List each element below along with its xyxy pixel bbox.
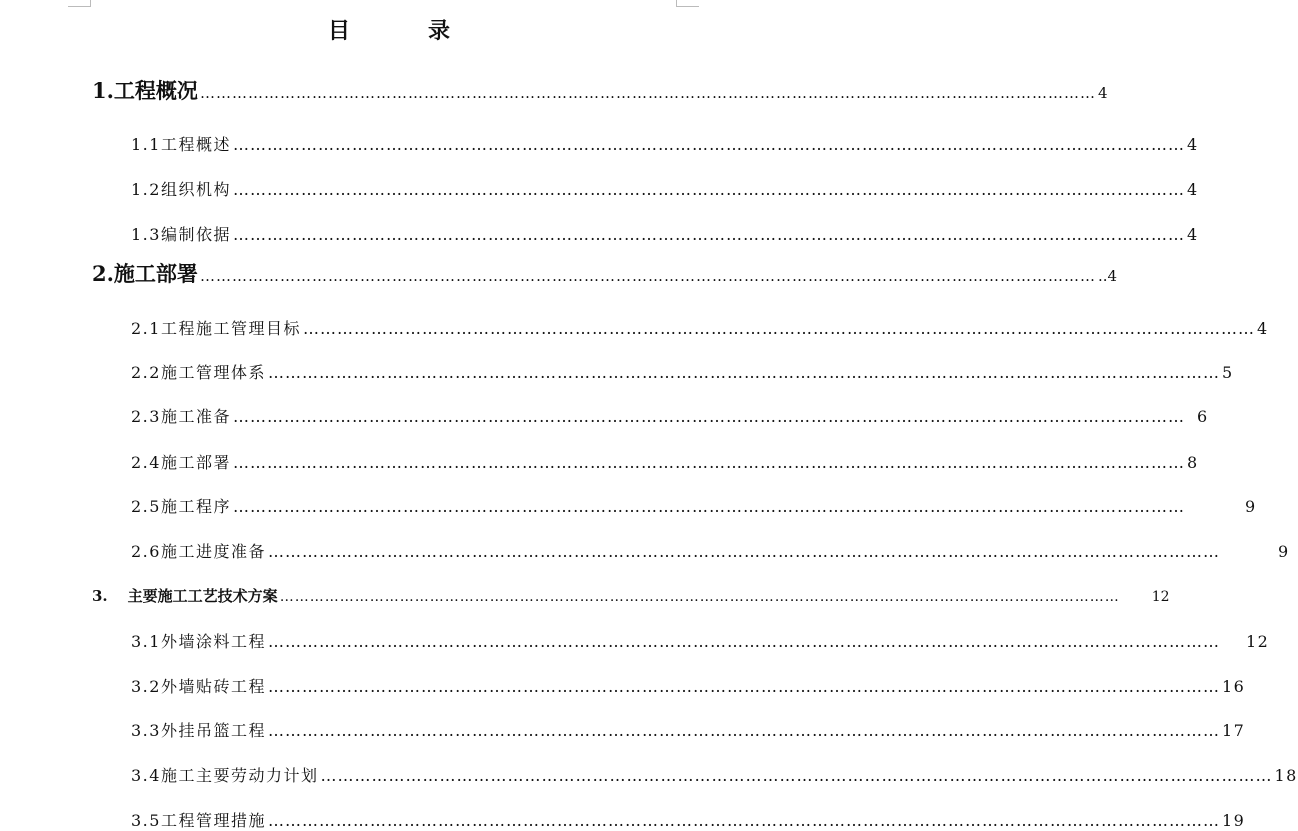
toc-entry-page: 18: [1274, 766, 1298, 785]
toc-leader-dots: ……………………………………………………………………………………………………………………………………………………: [267, 632, 1220, 651]
toc-entry-2-3[interactable]: [131, 404, 1209, 427]
toc-entry-label: 主要施工工艺技术方案: [127, 587, 278, 605]
toc-entry-label: 1.1工程概述: [131, 135, 231, 154]
toc-entry-label: 2.4施工部署: [131, 453, 231, 472]
toc-entry-2-1[interactable]: [131, 316, 1269, 339]
toc-leader-dots: ……………………………………………………………………………………………………………………………………………………: [267, 811, 1220, 830]
toc-entry-1-3[interactable]: [131, 222, 1199, 245]
toc-entry-label: 2.1工程施工管理目标: [131, 319, 301, 338]
toc-entry-label: 2.6施工进度准备: [131, 542, 266, 561]
toc-entry-3[interactable]: [92, 585, 1170, 606]
toc-entry-label: 2.施工部署: [92, 261, 198, 286]
toc-entry-page: 17: [1221, 721, 1246, 740]
toc-leader-dots: ……………………………………………………………………………………………………………………………………………………: [232, 497, 1185, 516]
toc-leader-dots: ……………………………………………………………………………………………………………………………………………………: [199, 267, 1096, 285]
toc-leader-dots: ……………………………………………………………………………………………………………………………………………………: [267, 363, 1220, 382]
toc-entry-page: ..4: [1097, 267, 1118, 285]
toc-entry-page: 12: [1245, 632, 1270, 651]
toc-entry-label: 2.5施工程序: [131, 497, 231, 516]
toc-leader-dots: ……………………………………………………………………………………………………………………………………………………: [267, 542, 1220, 561]
toc-leader-dots: ……………………………………………………………………………………………………………………………………………………: [320, 766, 1273, 785]
toc-entry-label: 2.2施工管理体系: [131, 363, 266, 382]
toc-leader-dots: ……………………………………………………………………………………………………………………………………………………: [232, 225, 1185, 244]
toc-entry-page: 4: [1186, 225, 1199, 244]
toc-leader-dots: ……………………………………………………………………………………………………………………………………………………: [267, 721, 1220, 740]
toc-entry-label: 3.3外挂吊篮工程: [131, 721, 266, 740]
toc-entry-label: 3.4施工主要劳动力计划: [131, 766, 319, 785]
toc-entry-3-3[interactable]: [131, 718, 1246, 741]
toc-entry-3-4[interactable]: [131, 763, 1298, 786]
toc-leader-dots: ……………………………………………………………………………………………………………………………………………………: [279, 589, 1120, 605]
toc-leader-dots: ……………………………………………………………………………………………………………………………………………………: [232, 453, 1185, 472]
toc-leader-dots: ……………………………………………………………………………………………………………………………………………………: [232, 180, 1185, 199]
toc-entry-2-6[interactable]: [131, 539, 1290, 562]
toc-entry-number: 3.: [92, 587, 108, 605]
toc-entry-page: 9: [1277, 542, 1290, 561]
toc-leader-dots: ……………………………………………………………………………………………………………………………………………………: [267, 677, 1220, 696]
toc-title: 目 录: [327, 18, 478, 44]
toc-leader-dots: ……………………………………………………………………………………………………………………………………………………: [232, 135, 1185, 154]
toc-entry-label: 2.3施工准备: [131, 407, 231, 426]
toc-entry-3-2[interactable]: [131, 674, 1246, 697]
toc-entry-1-1[interactable]: [131, 132, 1199, 155]
toc-entry-label: 3.5工程管理措施: [131, 811, 266, 830]
toc-entry-1[interactable]: [92, 75, 1108, 105]
toc-entry-label: 1.3编制依据: [131, 225, 231, 244]
toc-entry-label: 3.1外墙涂料工程: [131, 632, 266, 651]
toc-entry-2[interactable]: [92, 258, 1118, 288]
toc-entry-label: 3.2外墙贴砖工程: [131, 677, 266, 696]
toc-entry-3-1[interactable]: [131, 629, 1270, 652]
toc-entry-page: 9: [1244, 497, 1257, 516]
toc-entry-label: 1.工程概况: [92, 78, 198, 103]
toc-entry-page: 16: [1221, 677, 1246, 696]
page-corner-mark-left: [68, 0, 91, 7]
toc-entry-page: 4: [1186, 180, 1199, 199]
toc-entry-page: 8: [1186, 453, 1199, 472]
toc-entry-3-5[interactable]: [131, 808, 1246, 831]
toc-leader-dots: ……………………………………………………………………………………………………………………………………………………: [232, 407, 1185, 426]
toc-entry-2-4[interactable]: [131, 450, 1199, 473]
toc-entry-page: 4: [1256, 319, 1269, 338]
toc-entry-page: 5: [1221, 363, 1234, 382]
toc-entry-page: 12: [1151, 589, 1170, 605]
toc-entry-page: 19: [1221, 811, 1246, 830]
toc-entry-label: 1.2组织机构: [131, 180, 231, 199]
toc-leader-dots: ……………………………………………………………………………………………………………………………………………………: [199, 84, 1096, 102]
toc-entry-2-5[interactable]: [131, 494, 1257, 517]
toc-entry-page: 6: [1196, 407, 1209, 426]
page-corner-mark-right: [676, 0, 699, 7]
toc-entry-2-2[interactable]: [131, 360, 1234, 383]
toc-entry-page: 4: [1097, 84, 1108, 102]
toc-leader-dots: ……………………………………………………………………………………………………………………………………………………: [302, 319, 1255, 338]
toc-entry-page: 4: [1186, 135, 1199, 154]
toc-entry-1-2[interactable]: [131, 177, 1199, 200]
